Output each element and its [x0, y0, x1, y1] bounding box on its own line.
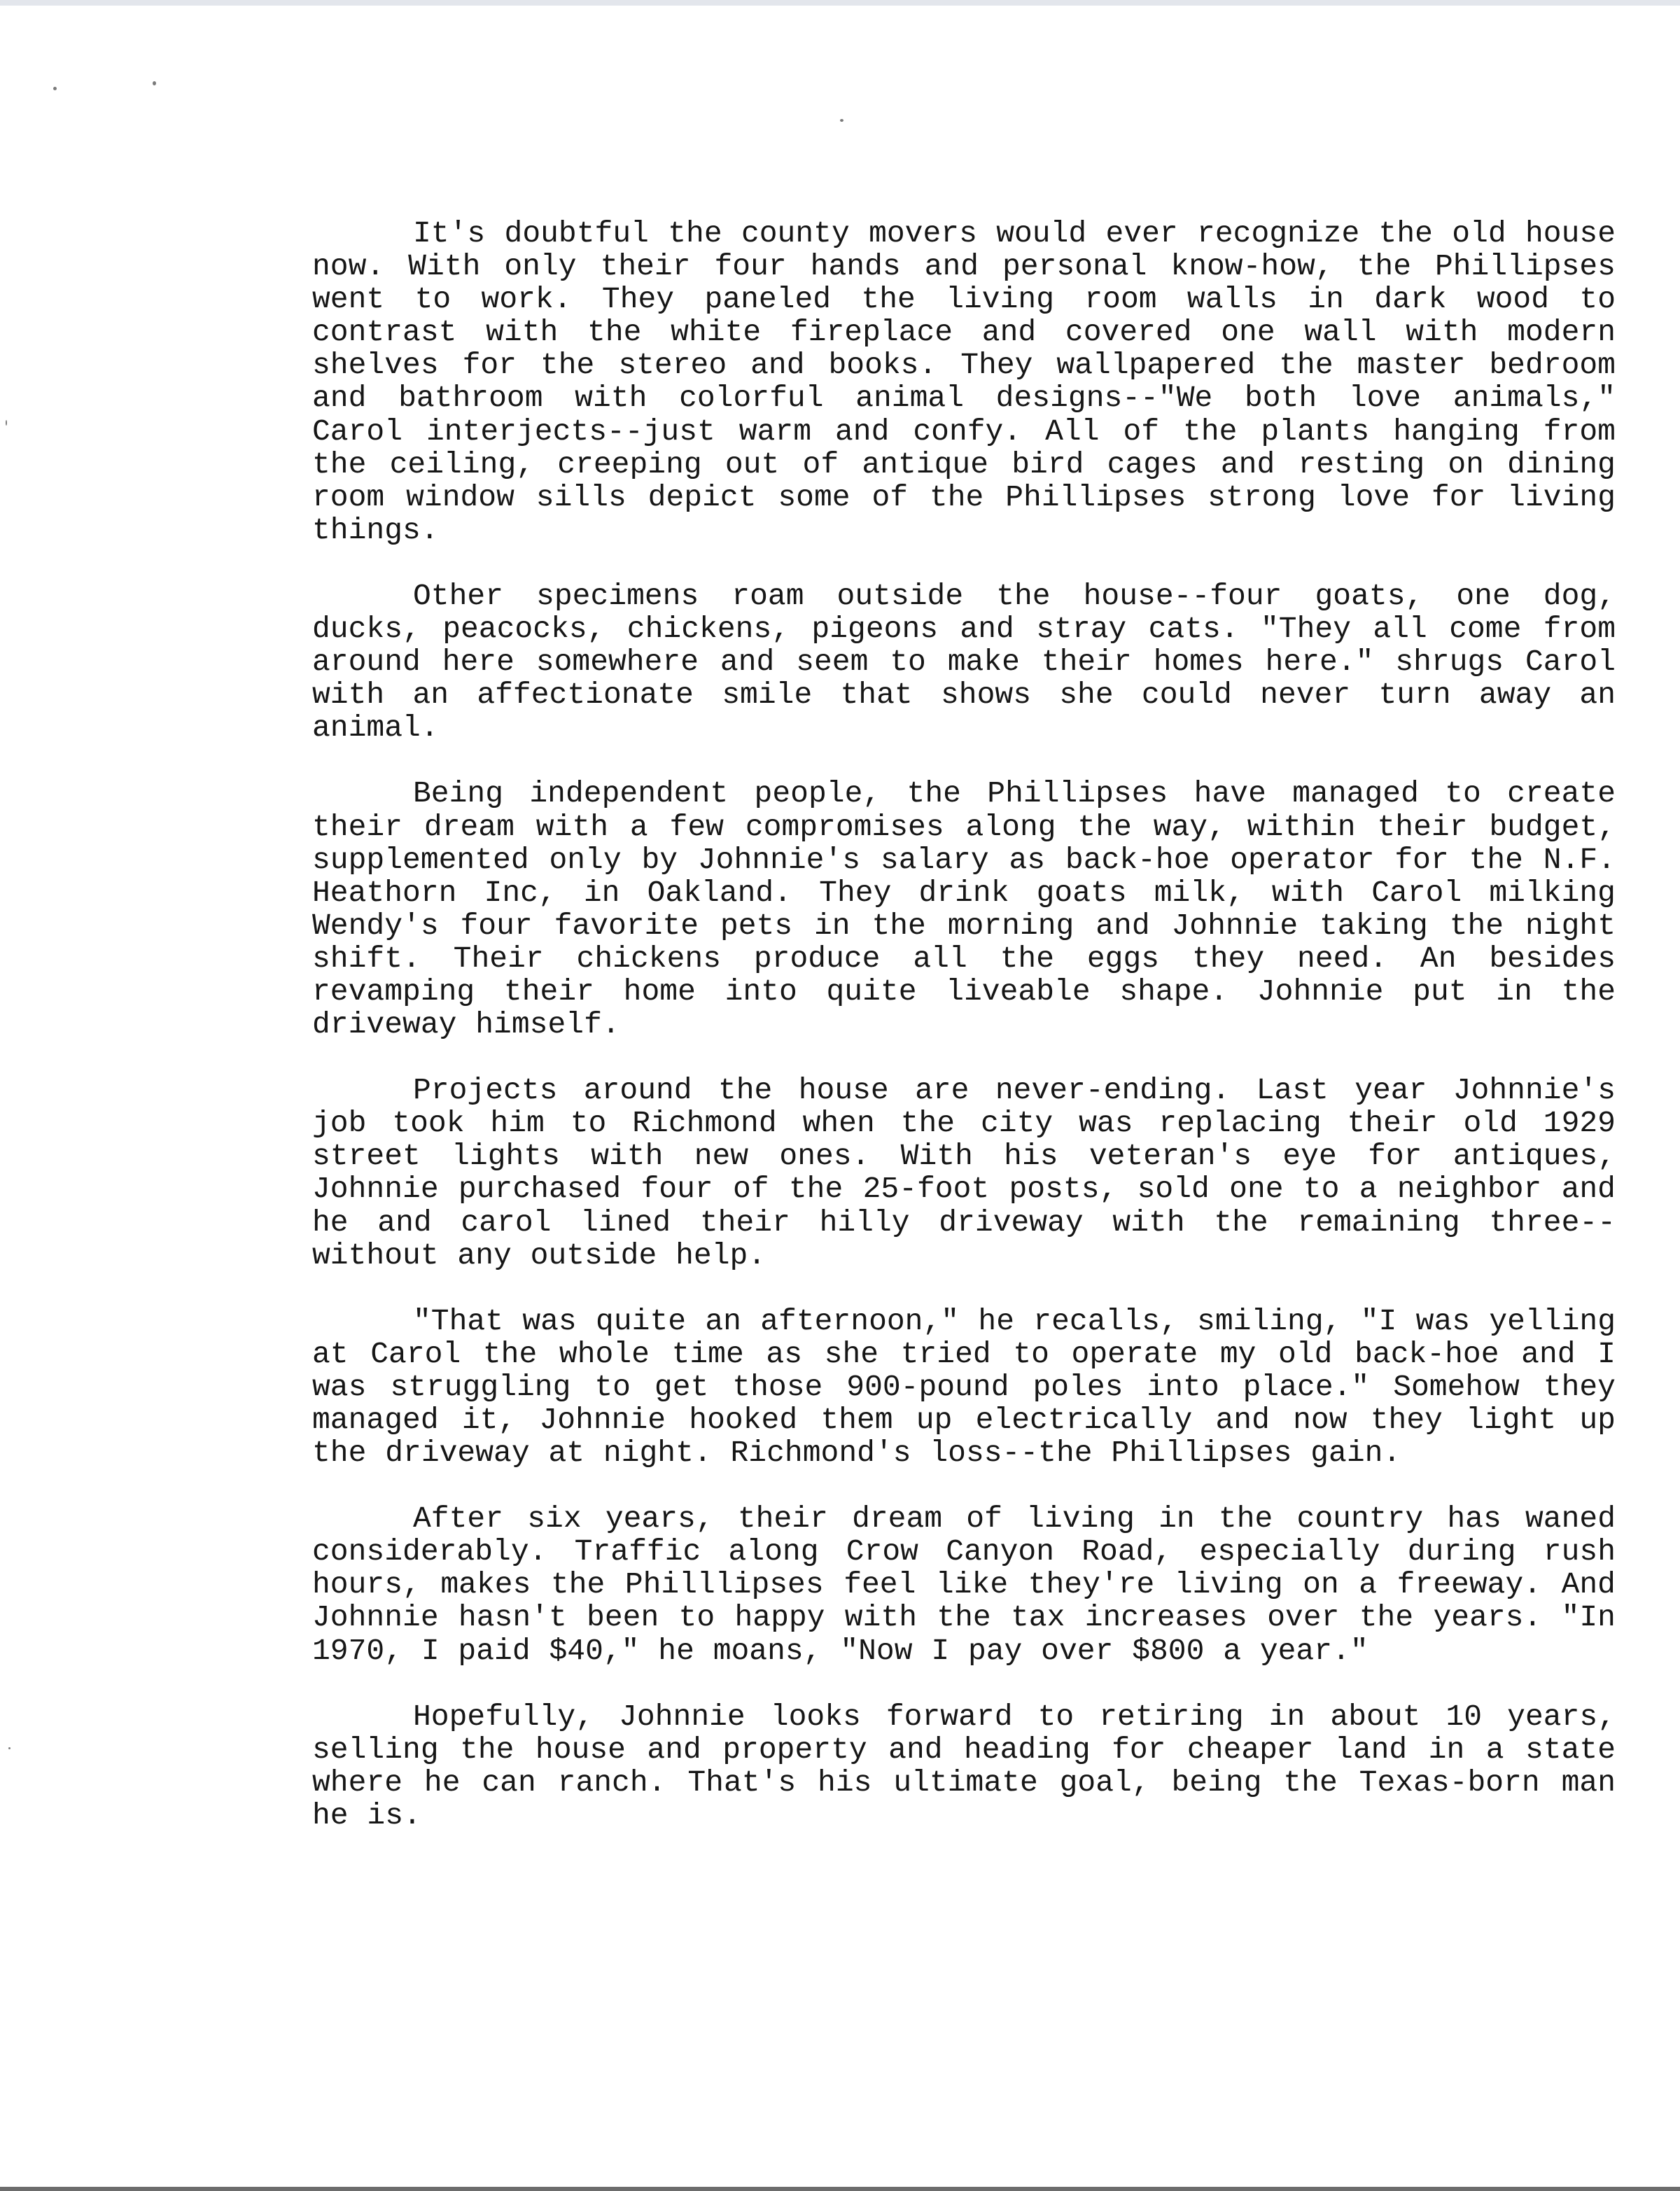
scan-speck [153, 81, 156, 85]
scan-speck [8, 1747, 10, 1749]
scan-speck [53, 87, 57, 90]
paragraph-house-renovation: It's doubtful the county movers would ever recognize the old house now. With only their four hands and personal know-how, the Phillipses went to work. They paneled the living room walls in dark wood to contrast with the white fireplace and covered one wall with modern shelves for the stereo and books. They wallpapered the master bedroom and bathroom with colorful animal designs--"We both love animals," Carol interjects--just warm and confy. All of the plants hanging from the ceiling, creeping out of antique bird cages and resting on dining room window sills depict some of the Phillipses strong love for living things. [312, 216, 1616, 547]
paragraph-street-light-project: Projects around the house are never-ending. Last year Johnnie's job took him to Richmond when the city was replacing their old 1929 street lights with new ones. With his veteran's eye for antiques, Johnnie purchased four of the 25-foot posts, sold one to a neighbor and he and carol lined their hilly driveway with the remaining three--without any outside help. [312, 1073, 1616, 1273]
paragraph-retirement-goal: Hopefully, Johnnie looks forward to retiring in about 10 years, selling the house and property and heading for cheaper land in a state where he can ranch. That's his ultimate goal, being the Texas-born man he is. [312, 1699, 1616, 1833]
paragraph-waning-dream: After six years, their dream of living in the country has waned considerably. Traffic along Crow Canyon Road, especially during rush hours, makes the Philllipses feel like they're living on a freeway. And Johnnie hasn't been to happy with the tax increases over the years. "In 1970, I paid $40," he moans, "Now I pay over $800 a year." [312, 1502, 1616, 1668]
paragraph-independent-living: Being independent people, the Phillipses have managed to create their dream with a few compromises along the way, within their budget, supplemented only by Johnnie's salary as back-hoe operator for the N.F. Heathorn Inc, in Oakland. They drink goats milk, with Carol milking Wendy's four favorite pets in the morning and Johnnie taking the night shift. Their chickens produce all the eggs they need. An besides revamping their home into quite liveable shape. Johnnie put in the driveway himself. [312, 776, 1616, 1042]
scan-top-edge [0, 0, 1680, 6]
scan-speck [6, 420, 7, 426]
scan-bottom-edge [0, 2187, 1680, 2191]
paragraph-animals-outside: Other specimens roam outside the house--four goats, one dog, ducks, peacocks, chickens, pigeons and stray cats. "They all come from around here somewhere and seem to make their homes here." shrugs Carol with an affectionate smile that shows she could never turn away an animal. [312, 578, 1616, 746]
scan-speck [840, 119, 844, 122]
article-body [312, 217, 1616, 1832]
paragraph-afternoon-recollection: "That was quite an afternoon," he recalls, smiling, "I was yelling at Carol the whole time as she tried to operate my old back-hoe and I was struggling to get those 900-pound poles into place." Somehow they managed it, Johnnie hooked them up electrically and now they light up the driveway at night. Richmond's loss--the Phillipses gain. [312, 1303, 1616, 1471]
